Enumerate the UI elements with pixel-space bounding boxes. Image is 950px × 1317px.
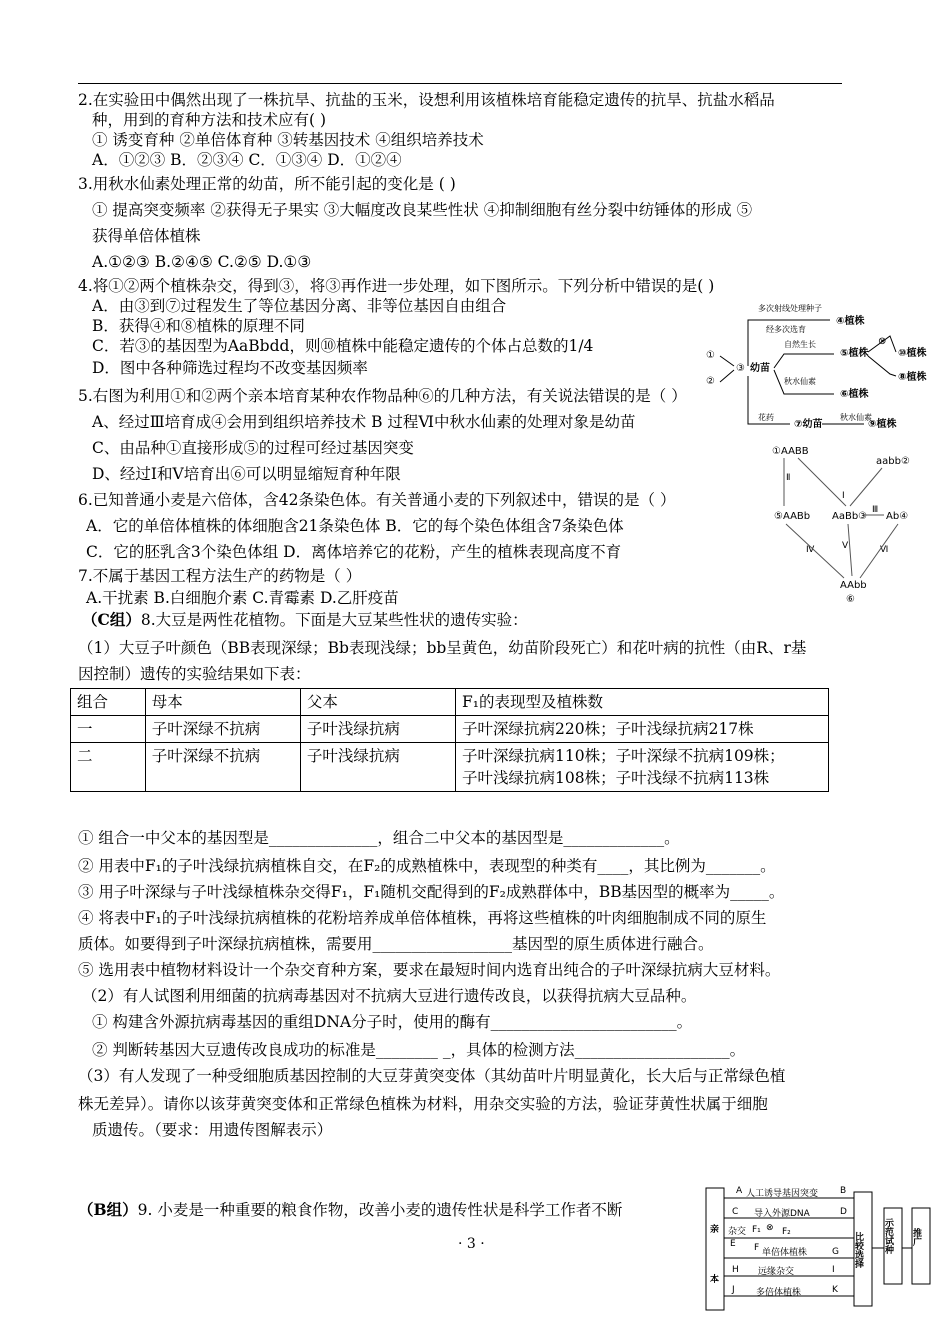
table-cell: 子叶浅绿抗病 xyxy=(300,716,455,743)
q4-label-pollen: 花药 xyxy=(758,413,774,422)
q9-stem-line xyxy=(78,1200,622,1220)
q8-group-label: （C组） xyxy=(82,610,141,629)
q7-options: A.干扰素 B.白细胞介素 C.青霉素 D.乙肝疫苗 xyxy=(86,589,399,607)
table-header: 母本 xyxy=(145,689,300,716)
q4-node-3: ③ xyxy=(736,363,745,374)
q4-label-colchicine: 秋水仙素 xyxy=(784,377,816,386)
q8-sub-4b: 质体。如要得到子叶深绿抗病植株，需要用__________________基因型的原生质体进行融合。 xyxy=(78,935,714,953)
q4-node-2: ② xyxy=(706,376,715,387)
page-number: · 3 · xyxy=(458,1236,485,1252)
q4-node-8: ⑧植株 xyxy=(898,372,927,383)
q4-label-select: 经多次选育 xyxy=(766,325,806,334)
q7-stem: 7.不属于基因工程方法生产的药物是（ ） xyxy=(78,567,362,585)
q5-stem: 5.右图为利用①和②两个亲本培育某种农作物品种⑥的几种方法，有关说法错误的是（ ） xyxy=(78,387,687,405)
q9-label-G: G xyxy=(832,1247,839,1257)
table-cell-line: 子叶浅绿抗病108株；子叶浅绿不抗病113株 xyxy=(462,769,770,787)
q4-node-5: ⑤植株 xyxy=(840,348,869,359)
q9-label-H: H xyxy=(732,1265,739,1275)
q8-intro-text: 8.大豆是两性花植物。下面是大豆某些性状的遗传实验： xyxy=(140,611,528,629)
q9-select-label: 比较选择 xyxy=(853,1232,863,1268)
q5-breeding-diagram xyxy=(768,440,918,610)
q9-label-I: I xyxy=(832,1265,835,1275)
q9-breeding-diagram xyxy=(702,1178,940,1314)
q8-sub-1: ① 组合一中父本的基因型是______________，组合二中父本的基因型是_____________。 xyxy=(78,829,680,847)
table-cell: 子叶浅绿抗病 xyxy=(300,743,455,792)
table-header: F₁的表现型及植株数 xyxy=(456,689,829,716)
q5-route-1: Ⅰ xyxy=(842,491,845,501)
q9-step-mutation: 人工诱导基因突变 xyxy=(746,1189,819,1199)
q4-label-radiation: 多次射线处理种子 xyxy=(758,304,822,313)
table-cell: 子叶深绿抗病220株；子叶浅绿抗病217株 xyxy=(456,716,829,743)
q4-option-a: A．由③到⑦过程发生了等位基因分离、非等位基因自由组合 xyxy=(92,297,507,315)
q4-node-6: ⑥植株 xyxy=(840,389,869,400)
q2-methods: ① 诱变育种 ②单倍体育种 ③转基因技术 ④组织培养技术 xyxy=(92,131,484,149)
q8-part1-a: （1）大豆子叶颜色（BB表现深绿；Bb表现浅绿；bb呈黄色，幼苗阶段死亡）和花叶病的抗性（由R、r基 xyxy=(78,639,807,657)
table-cell: 一 xyxy=(71,716,146,743)
q9-group-label: （B组） xyxy=(78,1200,138,1219)
q4-node-1: ① xyxy=(706,350,715,361)
q5-route-3: Ⅲ xyxy=(872,505,879,515)
q5-option-ab: A、经过Ⅲ培育成④会用到组织培养技术 B 过程Ⅵ中秋水仙素的处理对象是幼苗 xyxy=(92,413,636,431)
q4-label-natural: 自然生长 xyxy=(784,340,816,349)
q8-part3-a: （3）有人发现了一种受细胞质基因控制的大豆芽黄突变体（其幼苗叶片明显黄化，长大后与正常绿色植 xyxy=(78,1067,786,1085)
q9-boxes xyxy=(706,1188,930,1310)
q9-label-K: K xyxy=(832,1285,838,1295)
table-row xyxy=(71,716,829,743)
q9-label-C: C xyxy=(732,1207,739,1217)
q6-options-ab: A．它的单倍体植株的体细胞含21条染色体 B．它的每个染色体组含7条染色体 xyxy=(86,517,624,535)
q9-step-f2: F₂ xyxy=(782,1227,791,1237)
q5-node-1: ①AABB xyxy=(772,446,809,457)
q5-node-6: ⑥ xyxy=(846,594,855,605)
table-header: 组合 xyxy=(71,689,146,716)
q9-step-polyploid: 多倍体植株 xyxy=(756,1288,802,1298)
q9-parent-label-2: 本 xyxy=(710,1275,720,1285)
q8-sub-4a: ④ 将表中F₁的子叶浅绿抗病植株的花粉培养成单倍体植株，再将这些植株的叶肉细胞制成不同的原生 xyxy=(78,909,767,927)
q8-part1-b: 因控制）遗传的实验结果如下表： xyxy=(78,665,311,683)
q9-step-haploid: 单倍体植株 xyxy=(762,1248,808,1258)
q5-route-6: Ⅵ xyxy=(880,545,889,555)
q4-seedling: 幼苗 xyxy=(750,363,770,374)
q8-part2-a: ① 构建含外源抗病毒基因的重组DNA分子时，使用的酶有________________________。 xyxy=(92,1013,693,1031)
q5-node-2: aabb② xyxy=(876,456,910,467)
table-row xyxy=(71,743,829,792)
q4-breeding-diagram xyxy=(700,296,940,436)
q5-node-4: Ab④ xyxy=(886,511,909,522)
q9-step-f1: F₁ xyxy=(752,1225,761,1235)
table-cell: 子叶深绿不抗病 xyxy=(145,716,300,743)
q9-step-cross: 杂交 xyxy=(728,1227,747,1237)
q8-sub-3: ③ 用子叶深绿与子叶浅绿植株杂交得F₁，F₁随机交配得到的F₂成熟群体中，BB基因型的概率为_____。 xyxy=(78,883,785,901)
q4-node-9: ⑨植株 xyxy=(868,419,897,430)
q3-options: A.①②③ B.②④⑤ C.②⑤ D.①③ xyxy=(92,253,312,271)
q6-options-cd: C．它的胚乳含3个染色体组 D．离体培养它的花粉，产生的植株表现高度不育 xyxy=(86,543,622,561)
q2-stem-2: 种，用到的育种方法和技术应有( ) xyxy=(92,111,327,129)
q8-part3-c: 质遗传。（要求：用遗传图解表示） xyxy=(92,1121,333,1139)
q9-label-J: J xyxy=(732,1285,735,1295)
q5-route-5: Ⅴ xyxy=(842,541,849,551)
q9-step-distant: 远缘杂交 xyxy=(758,1267,795,1277)
q9-label-E: E xyxy=(730,1239,736,1249)
q2-stem-1: 2.在实验田中偶然出现了一株抗旱、抗盐的玉米，设想利用该植株培育能稳定遗传的抗旱、抗盐水稻品 xyxy=(78,91,775,109)
q2-options: A．①②③ B．②③④ C．①③④ D．①②④ xyxy=(92,151,402,169)
q9-step-selfing: ⊗ xyxy=(766,1223,774,1233)
q9-stem: 9. 小麦是一种重要的粮食作物，改善小麦的遗传性状是科学工作者不断 xyxy=(137,1201,623,1219)
q3-stem: 3.用秋水仙素处理正常的幼苗，所不能引起的变化是 ( ) xyxy=(78,175,456,193)
q5-route-2: Ⅱ xyxy=(786,473,791,483)
q4-node-4: ④植株 xyxy=(836,316,865,327)
table-cell: 二 xyxy=(71,743,146,792)
q8-part2-b: ② 判断转基因大豆遗传改良成功的标准是________ _，具体的检测方法____________________。 xyxy=(92,1041,746,1059)
q9-label-D: D xyxy=(840,1207,847,1217)
q8-sub-5: ⑤ 选用表中植物材料设计一个杂交育种方案，要求在最短时间内选育出纯合的子叶深绿抗病大豆材料。 xyxy=(78,961,781,979)
q6-stem: 6.已知普通小麦是六倍体，含42条染色体。有关普通小麦的下列叙述中，错误的是（ ） xyxy=(78,491,676,509)
table-header-row xyxy=(71,689,829,716)
q5-route-4: Ⅳ xyxy=(806,545,815,555)
table-cell-line: 子叶深绿抗病110株；子叶深绿不抗病109株； xyxy=(462,747,785,765)
q4-stem: 4.将①②两个植株杂交，得到③，将③再作进一步处理，如下图所示。下列分析中错误的是( ) xyxy=(78,277,715,295)
q8-sub-2: ② 用表中F₁的子叶浅绿抗病植株自交，在F₂的成熟植株中，表现型的种类有____，其比例为_______。 xyxy=(78,857,776,875)
q8-part3-b: 株无差异）。请你以该芽黄突变体和正常绿色植株为材料，用杂交实验的方法，验证芽黄性状属于细胞 xyxy=(78,1095,768,1113)
table-cell xyxy=(456,743,829,792)
q4-node-7: ⑦幼苗 xyxy=(794,419,823,430)
q4-label-colchicine-2: 秋水仙素 xyxy=(840,413,872,422)
q5-node-5: ⑤AABb xyxy=(774,511,811,522)
top-rule xyxy=(78,83,842,84)
q4-selfing: ⊗ xyxy=(878,336,887,347)
q8-intro xyxy=(82,610,528,630)
q9-spread-label: 推广 xyxy=(911,1228,921,1246)
q5-option-d: D、经过Ⅰ和Ⅴ培育出⑥可以明显缩短育种年限 xyxy=(92,465,401,483)
q9-label-B: B xyxy=(840,1186,847,1196)
table-header: 父本 xyxy=(300,689,455,716)
q5-node-3: AaBb③ xyxy=(832,511,868,522)
q4-option-c: C．若③的基因型为AaBbdd，则⑩植株中能稳定遗传的个体占总数的1/4 xyxy=(92,337,594,355)
q4-arrows xyxy=(720,320,896,424)
q5-node-6-genotype: AAbb xyxy=(840,580,867,591)
q9-demo-label: 示范试种 xyxy=(883,1218,893,1254)
q4-node-10: ⑩植株 xyxy=(898,348,927,359)
q8-part2: （2）有人试图利用细菌的抗病毒基因对不抗病大豆进行遗传改良，以获得抗病大豆品种。 xyxy=(82,987,697,1005)
table-cell: 子叶深绿不抗病 xyxy=(145,743,300,792)
q9-label-A: A xyxy=(736,1186,743,1196)
q9-label-F: F xyxy=(754,1243,760,1253)
q3-items-2: 获得单倍体植株 xyxy=(92,227,201,245)
q4-option-b: B．获得④和⑧植株的原理不同 xyxy=(92,317,305,335)
results-table xyxy=(70,688,829,792)
q4-option-d: D．图中各种筛选过程均不改变基因频率 xyxy=(92,359,368,377)
q3-items-1: ① 提高突变频率 ②获得无子果实 ③大幅度改良某些性状 ④抑制细胞有丝分裂中纺锤体的形成 ⑤ xyxy=(92,201,753,219)
q5-option-c: C、由品种①直接形成⑤的过程可经过基因突变 xyxy=(92,439,414,457)
q9-step-dna: 导入外源DNA xyxy=(754,1209,810,1219)
q9-parent-label: 亲 xyxy=(710,1225,720,1235)
